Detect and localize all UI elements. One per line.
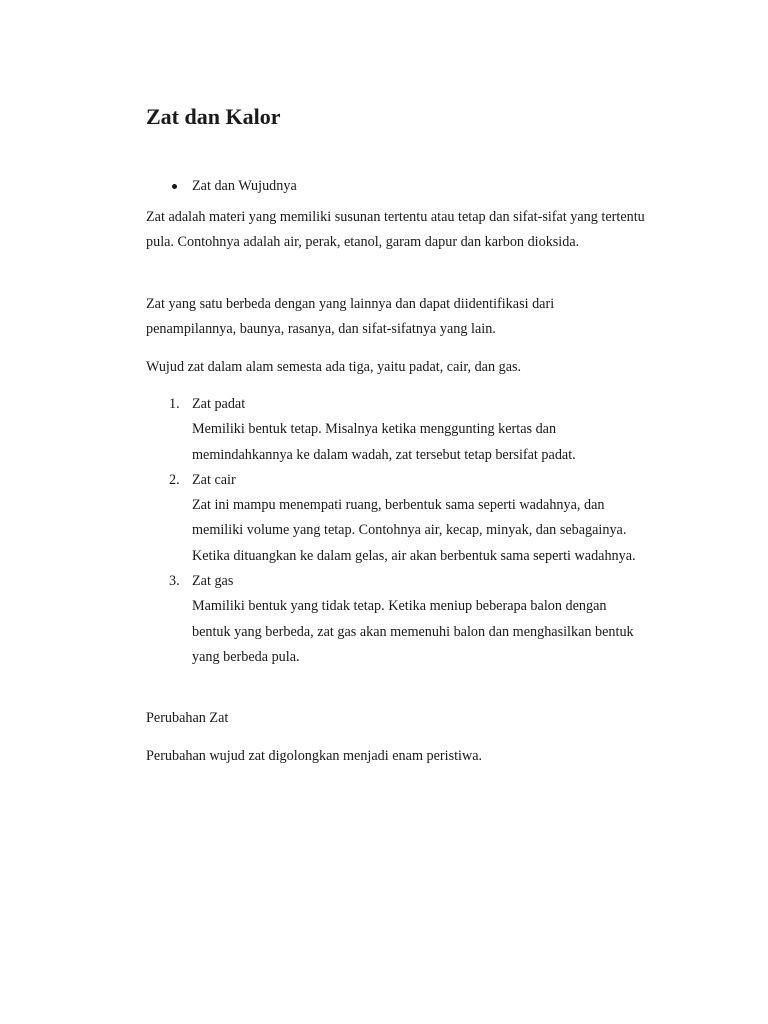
- list-heading: Zat cair: [192, 471, 236, 488]
- list-item: [146, 569, 646, 670]
- list-body: Mamiliki bentuk yang tidak tetap. Ketika meniup beberapa balon dengan bentuk yang berbeda, zat gas akan memenuhi balon dan menghasilkan bentuk yang berbeda pula.: [192, 598, 634, 665]
- list-number: 3.: [169, 573, 180, 590]
- bullet-label: Zat dan Wujudnya: [192, 178, 297, 194]
- list-number: 2.: [169, 471, 180, 488]
- list-heading: Zat gas: [192, 573, 234, 590]
- list-item: [146, 468, 646, 569]
- paragraph-closing: Perubahan wujud zat digolongkan menjadi enam peristiwa.: [146, 748, 483, 764]
- section-subheading: Perubahan Zat: [146, 710, 229, 726]
- document-title: Zat dan Kalor: [146, 104, 281, 129]
- paragraph-states: Wujud zat dalam alam semesta ada tiga, yaitu padat, cair, dan gas.: [146, 359, 522, 375]
- paragraph-identification: Zat yang satu berbeda dengan yang lainnya dan dapat diidentifikasi dari penampilannya, baunya, rasanya, dan sifat-sifatnya yang lain.: [146, 296, 555, 338]
- paragraph-definition: Zat adalah materi yang memiliki susunan tertentu atau tetap dan sifat-sifat yang tertentu pula. Contohnya adalah air, perak, etanol, garam dapur dan karbon dioksida.: [146, 209, 645, 251]
- list-item: [146, 392, 646, 468]
- list-body: Zat ini mampu menempati ruang, berbentuk sama seperti wadahnya, dan memiliki volume yang tetap. Contohnya air, kecap, minyak, dan sebagainya. Ketika dituangkan ke dalam gelas, air akan berbentuk sama seperti wadahnya.: [192, 497, 636, 564]
- bullet-item: [146, 174, 646, 199]
- list-number: 1.: [169, 396, 180, 412]
- list-body: Memiliki bentuk tetap. Misalnya ketika menggunting kertas dan memindahkannya ke dalam wadah, zat tersebut tetap bersifat padat.: [192, 421, 576, 463]
- list-heading: Zat padat: [192, 396, 246, 412]
- states-list: [146, 392, 646, 670]
- bullet-dot-icon: [172, 184, 177, 189]
